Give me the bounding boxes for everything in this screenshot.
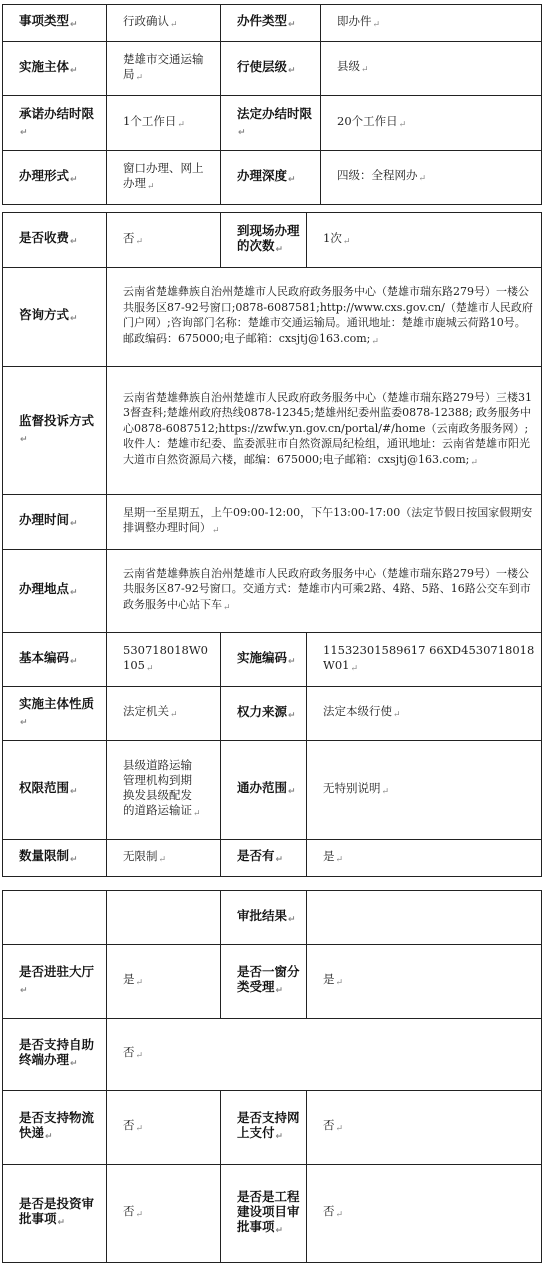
construction-value: 否 ↵ [307, 1165, 542, 1263]
item-type-label: 事项类型 ↵ [3, 5, 107, 42]
visit-count-value: 1次 ↵ [307, 213, 542, 268]
quantity-label: 数量限制 ↵ [3, 840, 107, 877]
investment-label: 是否是投资审批事项 ↵ [3, 1165, 107, 1263]
table-row [3, 151, 542, 205]
level-label: 行使层级 ↵ [221, 42, 321, 96]
fee-label: 是否收费 ↵ [3, 213, 107, 268]
table-row [3, 1019, 542, 1091]
hours-label: 办理时间 ↵ [3, 495, 107, 550]
table-row [3, 891, 542, 945]
approval-result-label: 审批结果 ↵ [221, 891, 307, 945]
online-pay-value: 否 ↵ [307, 1091, 542, 1165]
self-terminal-label: 是否支持自助终端办理 ↵ [3, 1019, 107, 1091]
general-scope-label: 通办范围 ↵ [221, 741, 307, 840]
place-label: 办理地点 ↵ [3, 550, 107, 633]
base-code-label: 基本编码 ↵ [3, 633, 107, 687]
table-row [3, 840, 542, 877]
one-window-value: 是 ↵ [307, 945, 542, 1019]
consult-label: 咨询方式 ↵ [3, 268, 107, 367]
blank-cell [3, 891, 107, 945]
blank-cell [107, 891, 221, 945]
power-source-value: 法定本级行使 ↵ [307, 687, 542, 741]
logistics-value: 否 ↵ [107, 1091, 221, 1165]
hall-label: 是否进驻大厅 ↵ [3, 945, 107, 1019]
table-row [3, 213, 542, 268]
table-row [3, 1165, 542, 1263]
handle-form-label: 办理形式 ↵ [3, 151, 107, 205]
visit-count-label: 到现场办理的次数 ↵ [221, 213, 307, 268]
table-row [3, 42, 542, 96]
case-type-value: 即办件 ↵ [321, 5, 542, 42]
self-terminal-value: 否 ↵ [107, 1019, 542, 1091]
logistics-label: 是否支持物流快递 ↵ [3, 1091, 107, 1165]
handle-form-value: 窗口办理、网上办理 ↵ [107, 151, 221, 205]
promised-time-label: 承诺办结时限 ↵ [3, 96, 107, 151]
investment-value: 否 ↵ [107, 1165, 221, 1263]
approval-info-table [2, 890, 542, 1263]
table-row [3, 495, 542, 550]
impl-code-value: 11532301589617 66XD4530718018W01 ↵ [307, 633, 542, 687]
service-info-table [2, 212, 542, 877]
scope-value: 县级道路运输管理机构到期换发县级配发的道路运输证 ↵ [107, 741, 221, 840]
base-code-value: 530718018W0105 ↵ [107, 633, 221, 687]
table-row [3, 5, 542, 42]
table-row [3, 1091, 542, 1165]
hall-value: 是 ↵ [107, 945, 221, 1019]
general-scope-value: 无特别说明 ↵ [307, 741, 542, 840]
table-row [3, 687, 542, 741]
quantity-value: 无限制 ↵ [107, 840, 221, 877]
executor-label: 实施主体 ↵ [3, 42, 107, 96]
executor-nature-value: 法定机关 ↵ [107, 687, 221, 741]
power-source-label: 权力来源 ↵ [221, 687, 307, 741]
table-row [3, 550, 542, 633]
impl-code-label: 实施编码 ↵ [221, 633, 307, 687]
construction-label: 是否是工程建设项目审批事项 ↵ [221, 1165, 307, 1263]
basic-info-table [2, 4, 542, 205]
executor-nature-label: 实施主体性质 ↵ [3, 687, 107, 741]
table-row [3, 633, 542, 687]
item-type-value: 行政确认 ↵ [107, 5, 221, 42]
one-window-label: 是否一窗分类受理 ↵ [221, 945, 307, 1019]
table-row [3, 268, 542, 367]
legal-time-label: 法定办结时限 ↵ [221, 96, 321, 151]
table-row [3, 945, 542, 1019]
level-value: 县级 ↵ [321, 42, 542, 96]
has-label: 是否有 ↵ [221, 840, 307, 877]
supervise-value: 云南省楚雄彝族自治州楚雄市人民政府政务服务中心（楚雄市瑞东路279号）三楼313督查科;楚雄州政府热线0878-12345;楚雄州纪委州监委0878-12388; 政务服务中心0878-6087512;https://zwfw.yn.gov.cn/portal/#/home（云南政务服务网）;收件人：楚雄市纪委、监委派驻市自然资源局纪检组，通讯地址：云南省楚雄市阳光大道市自然资源局六楼，邮编：675000;电子邮箱：cxsjtj@163.com; ↵ [107, 367, 542, 495]
legal-time-value: 20个工作日 ↵ [321, 96, 542, 151]
has-value: 是 ↵ [307, 840, 542, 877]
supervise-label: 监督投诉方式 ↵ [3, 367, 107, 495]
table-row [3, 96, 542, 151]
executor-value: 楚雄市交通运输局 ↵ [107, 42, 221, 96]
online-pay-label: 是否支持网上支付 ↵ [221, 1091, 307, 1165]
consult-value: 云南省楚雄彝族自治州楚雄市人民政府政务服务中心（楚雄市瑞东路279号）一楼公共服务区87-92号窗口;0878-6087581;http://www.cxs.gov.cn/（楚雄市人民政府门户网）;咨询部门名称：楚雄市交通运输局。通讯地址：楚雄市鹿城云荷路10号。邮政编码：675000;电子邮箱：cxsjtj@163.com; ↵ [107, 268, 542, 367]
handle-depth-value: 四级：全程网办 ↵ [321, 151, 542, 205]
approval-result-value [307, 891, 542, 945]
case-type-label: 办件类型 ↵ [221, 5, 321, 42]
promised-time-value: 1个工作日 ↵ [107, 96, 221, 151]
table-row [3, 367, 542, 495]
place-value: 云南省楚雄彝族自治州楚雄市人民政府政务服务中心（楚雄市瑞东路279号）一楼公共服务区87-92号窗口。交通方式：楚雄市内可乘2路、4路、5路、16路公交车到市政务服务中心站下车 ↵ [107, 550, 542, 633]
scope-label: 权限范围 ↵ [3, 741, 107, 840]
fee-value: 否 ↵ [107, 213, 221, 268]
handle-depth-label: 办理深度 ↵ [221, 151, 321, 205]
table-row [3, 741, 542, 840]
hours-value: 星期一至星期五，上午09:00-12:00，下午13:00-17:00（法定节假日按国家假期安排调整办理时间） ↵ [107, 495, 542, 550]
